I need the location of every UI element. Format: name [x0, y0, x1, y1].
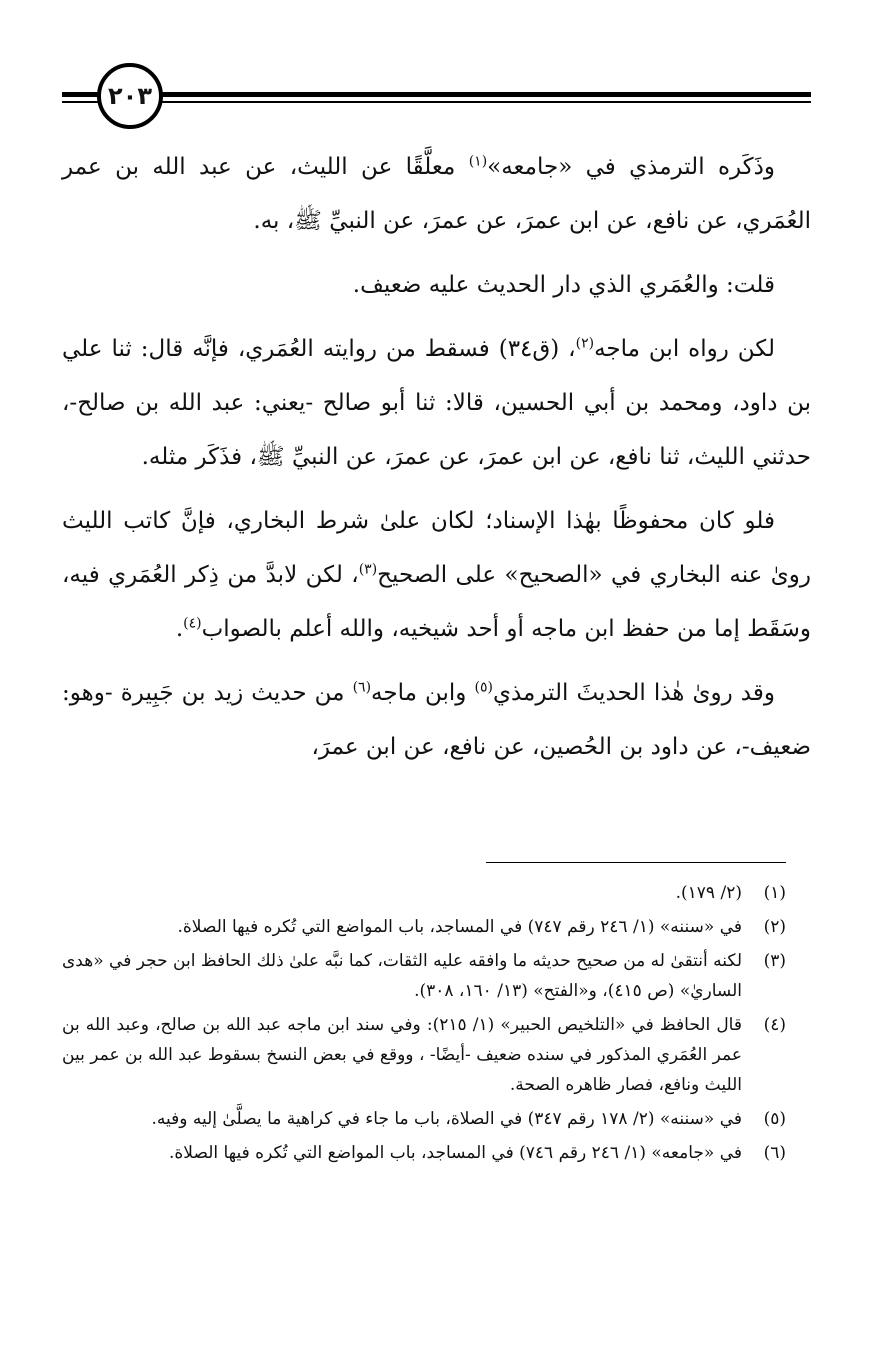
footnotes: [62, 878, 786, 1172]
footnote-ref[interactable]: (١): [468, 153, 488, 170]
footnote-separator: [486, 862, 786, 863]
footnote-number: (٢): [763, 917, 786, 937]
paragraph-5: وقد روىٰ هٰذا الحديثَ الترمذي$^{(٥)}$ وابن ماجه$^{(٦)}$ من حديث زيد بن جَبِيرة -وهو: ضعيف-، عن داود بن الحُصين، عن نافع، عن ابن عمرَ،: [62, 679, 811, 760]
footnote-item: [62, 1138, 786, 1168]
paragraph-3: لكن رواه ابن ماجه$^{(٢)}$، (ق٣٤) فسقط من روايته العُمَري، فإنَّه قال: ثنا علي بن داود، ومحمد بن أبي الحسين، قالا: ثنا أبو صالح -يعني: عبد الله بن صالح-، حدثني الليث، ثنا نافع، عن ابن عمرَ، عن عمرَ، عن النبيِّ ﷺ، فذَكَر مثله.: [62, 335, 811, 470]
footnote-text: في «سننه» (٢/ ١٧٨ رقم ٣٤٧) في الصلاة، باب ما جاء في كراهية ما يصلَّىٰ إليه وفيه.: [151, 1109, 742, 1129]
footnote-ref[interactable]: (٦): [352, 679, 372, 696]
footnote-text: (٢/ ١٧٩).: [675, 883, 742, 903]
footnote-number: (٤): [763, 1015, 786, 1035]
footnote-item: [62, 1104, 786, 1134]
footnote-ref[interactable]: (٣): [358, 561, 378, 578]
header-rule-thin: [62, 101, 811, 103]
footnote-item: [62, 946, 786, 1006]
footnote-number: (١): [763, 883, 786, 903]
footnote-text: في «سننه» (١/ ٢٤٦ رقم ٧٤٧) في المساجد، باب المواضع التي تُكره فيها الصلاة.: [177, 917, 742, 937]
footnote-ref[interactable]: (٤): [183, 615, 202, 632]
footnote-ref[interactable]: (٥): [474, 679, 493, 696]
footnote-text: في «جامعه» (١/ ٢٤٦ رقم ٧٤٦) في المساجد، باب المواضع التي تُكره فيها الصلاة.: [169, 1143, 742, 1163]
footnote-ref[interactable]: (٢): [575, 335, 595, 352]
footnote-text: لكنه أنتقىٰ له من صحيح حديثه ما وافقه عليه الثقات، كما نبَّه علىٰ ذلك الحافظ ابن حجر في «هدى الساريٰ» (ص ٤١٥)، و«الفتح» (١٣/ ١٦٠، ٣٠٨).: [62, 951, 742, 1001]
footnote-text: قال الحافظ في «التلخيص الحبير» (١/ ٢١٥): وفي سند ابن ماجه عبد الله بن صالح، وعبد الله بن عمر العُمَري المذكور في سنده ضعيف -أيضًا- ، ووقع في بعض النسخ بسقوط عبد الله بن عمر بين الليث ونافع، فصار ظاهره الصحة.: [62, 1015, 742, 1095]
footnote-number: (٣): [763, 951, 786, 971]
page-header: [0, 0, 873, 140]
footnote-number: (٥): [763, 1109, 786, 1129]
main-text: [62, 140, 811, 784]
footnote-item: [62, 912, 786, 942]
footnote-item: [62, 1010, 786, 1100]
footnote-item: [62, 878, 786, 908]
paragraph-1: وذَكَره الترمذي في «جامعه»$^{(١)}$ معلَّقًا عن الليث، عن عبد الله بن عمر العُمَري، عن نافع، عن ابن عمرَ، عن عمرَ، عن النبيِّ ﷺ، به.: [62, 153, 811, 234]
header-rule-thick: [62, 92, 811, 97]
paragraph-4: فلو كان محفوظًا بهٰذا الإسناد؛ لكان علىٰ شرط البخاري، فإنَّ كاتب الليث روىٰ عنه البخاري في «الصحيح» على الصحيح$^{(٣)}$، لكن لابدَّ من ذِكر العُمَري فيه، وسَقَط إما من حفظ ابن ماجه أو أحد شيخيه، والله أعلم بالصواب$^{(٤)}$.: [62, 508, 812, 642]
footnote-number: (٦): [763, 1143, 786, 1163]
page-number: ٢٠٣: [97, 63, 163, 129]
paragraph-2: قلت: والعُمَري الذي دار الحديث عليه ضعيف.: [352, 272, 775, 298]
